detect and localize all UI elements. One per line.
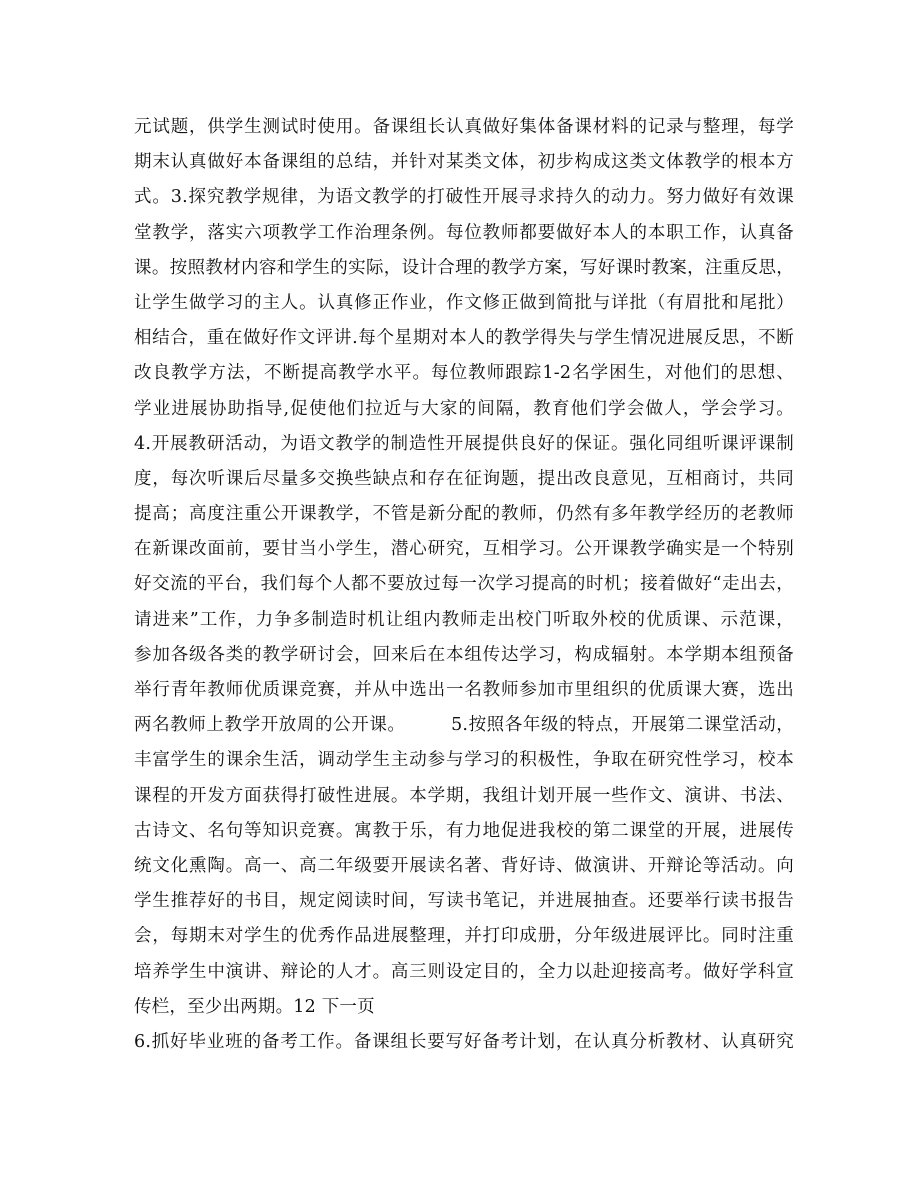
text-line: 丰富学生的课余生活，调动学生主动参与学习的积极性，争取在研究性学习，校本	[134, 750, 794, 771]
text-line: 传栏，至少出两期。12 下一页	[134, 996, 375, 1017]
text-line: 举行青年教师优质课竞赛，并从中选出一名教师参加市里组织的优质课大赛，选出	[134, 680, 794, 700]
text-line: 会，每期末对学生的优秀作品进展整理，并打印成册，分年级进展评比。同时注重	[134, 926, 794, 947]
text-line: 学生推荐好的书目，规定阅读时间，写读书笔记，并进展抽查。还要举行读书报告	[134, 891, 794, 912]
body-text	[134, 110, 794, 1060]
text-line: 4.开展教研活动，为语文教学的制造性开展提供良好的保证。强化同组听课评课制	[134, 433, 794, 454]
text-line: 课程的开发方面获得打破性进展。本学期，我组计划开展一些作文、演讲、书法、	[134, 785, 794, 806]
text-line: 古诗文、名句等知识竞赛。寓教于乐，有力地促进我校的第二课堂的开展，进展传	[134, 820, 794, 841]
text-line: 相结合，重在做好作文评讲.每个星期对本人的教学得失与学生情况进展反思，不断	[134, 328, 794, 349]
text-line: 在新课改面前，要甘当小学生，潜心研究，互相学习。公开课教学确实是一个特别	[134, 539, 794, 560]
text-line: 培养学生中演讲、辩论的人才。高三则设定目的，全力以赴迎接高考。做好学科宣	[134, 961, 794, 982]
text-line: 改良教学方法，不断提高教学水平。每位教师跟踪1-2名学困生，对他们的思想、	[134, 363, 794, 384]
text-line: 统文化熏陶。高一、高二年级要开展读名著、背好诗、做演讲、开辩论等活动。向	[134, 855, 794, 876]
text-line: 两名教师上教学开放周的公开课。 5.按照各年级的特点，开展第二课堂活动，	[134, 715, 794, 736]
text-line: 式。3.探究教学规律，为语文教学的打破性开展寻求持久的动力。努力做好有效课	[134, 187, 794, 208]
text-line: 让学生做学习的主人。认真修正作业，作文修正做到简批与详批（有眉批和尾批）	[134, 292, 794, 313]
text-line: 元试题，供学生测试时使用。备课组长认真做好集体备课材料的记录与整理，每学	[134, 117, 794, 137]
text-line: 6.抓好毕业班的备考工作。备课组长要写好备考计划，在认真分析教材、认真研究	[134, 1031, 794, 1052]
text-line: 堂教学，落实六项教学工作治理条例。每位教师都要做好本人的本职工作，认真备	[134, 222, 794, 243]
text-line: 度，每次听课后尽量多交换些缺点和存在征询题，提出改良意见，互相商讨，共同	[134, 468, 794, 489]
text-line: 学业进展协助指导,促使他们拉近与大家的间隔，教育他们学会做人，学会学习。	[134, 398, 794, 419]
text-line: 好交流的平台，我们每个人都不要放过每一次学习提高的时机；接着做好“走出去，	[134, 574, 794, 595]
text-line: 参加各级各类的教学研讨会，回来后在本组传达学习，构成辐射。本学期本组预备	[134, 644, 794, 665]
text-line: 请进来”工作，力争多制造时机让组内教师走出校门听取外校的优质课、示范课，	[134, 609, 794, 630]
text-line: 提高；高度注重公开课教学，不管是新分配的教师，仍然有多年教学经历的老教师	[134, 504, 794, 525]
text-line: 期末认真做好本备课组的总结，并针对某类文体，初步构成这类文体教学的根本方	[134, 152, 794, 173]
text-line: 课。按照教材内容和学生的实际，设计合理的教学方案，写好课时教案，注重反思，	[134, 257, 794, 278]
